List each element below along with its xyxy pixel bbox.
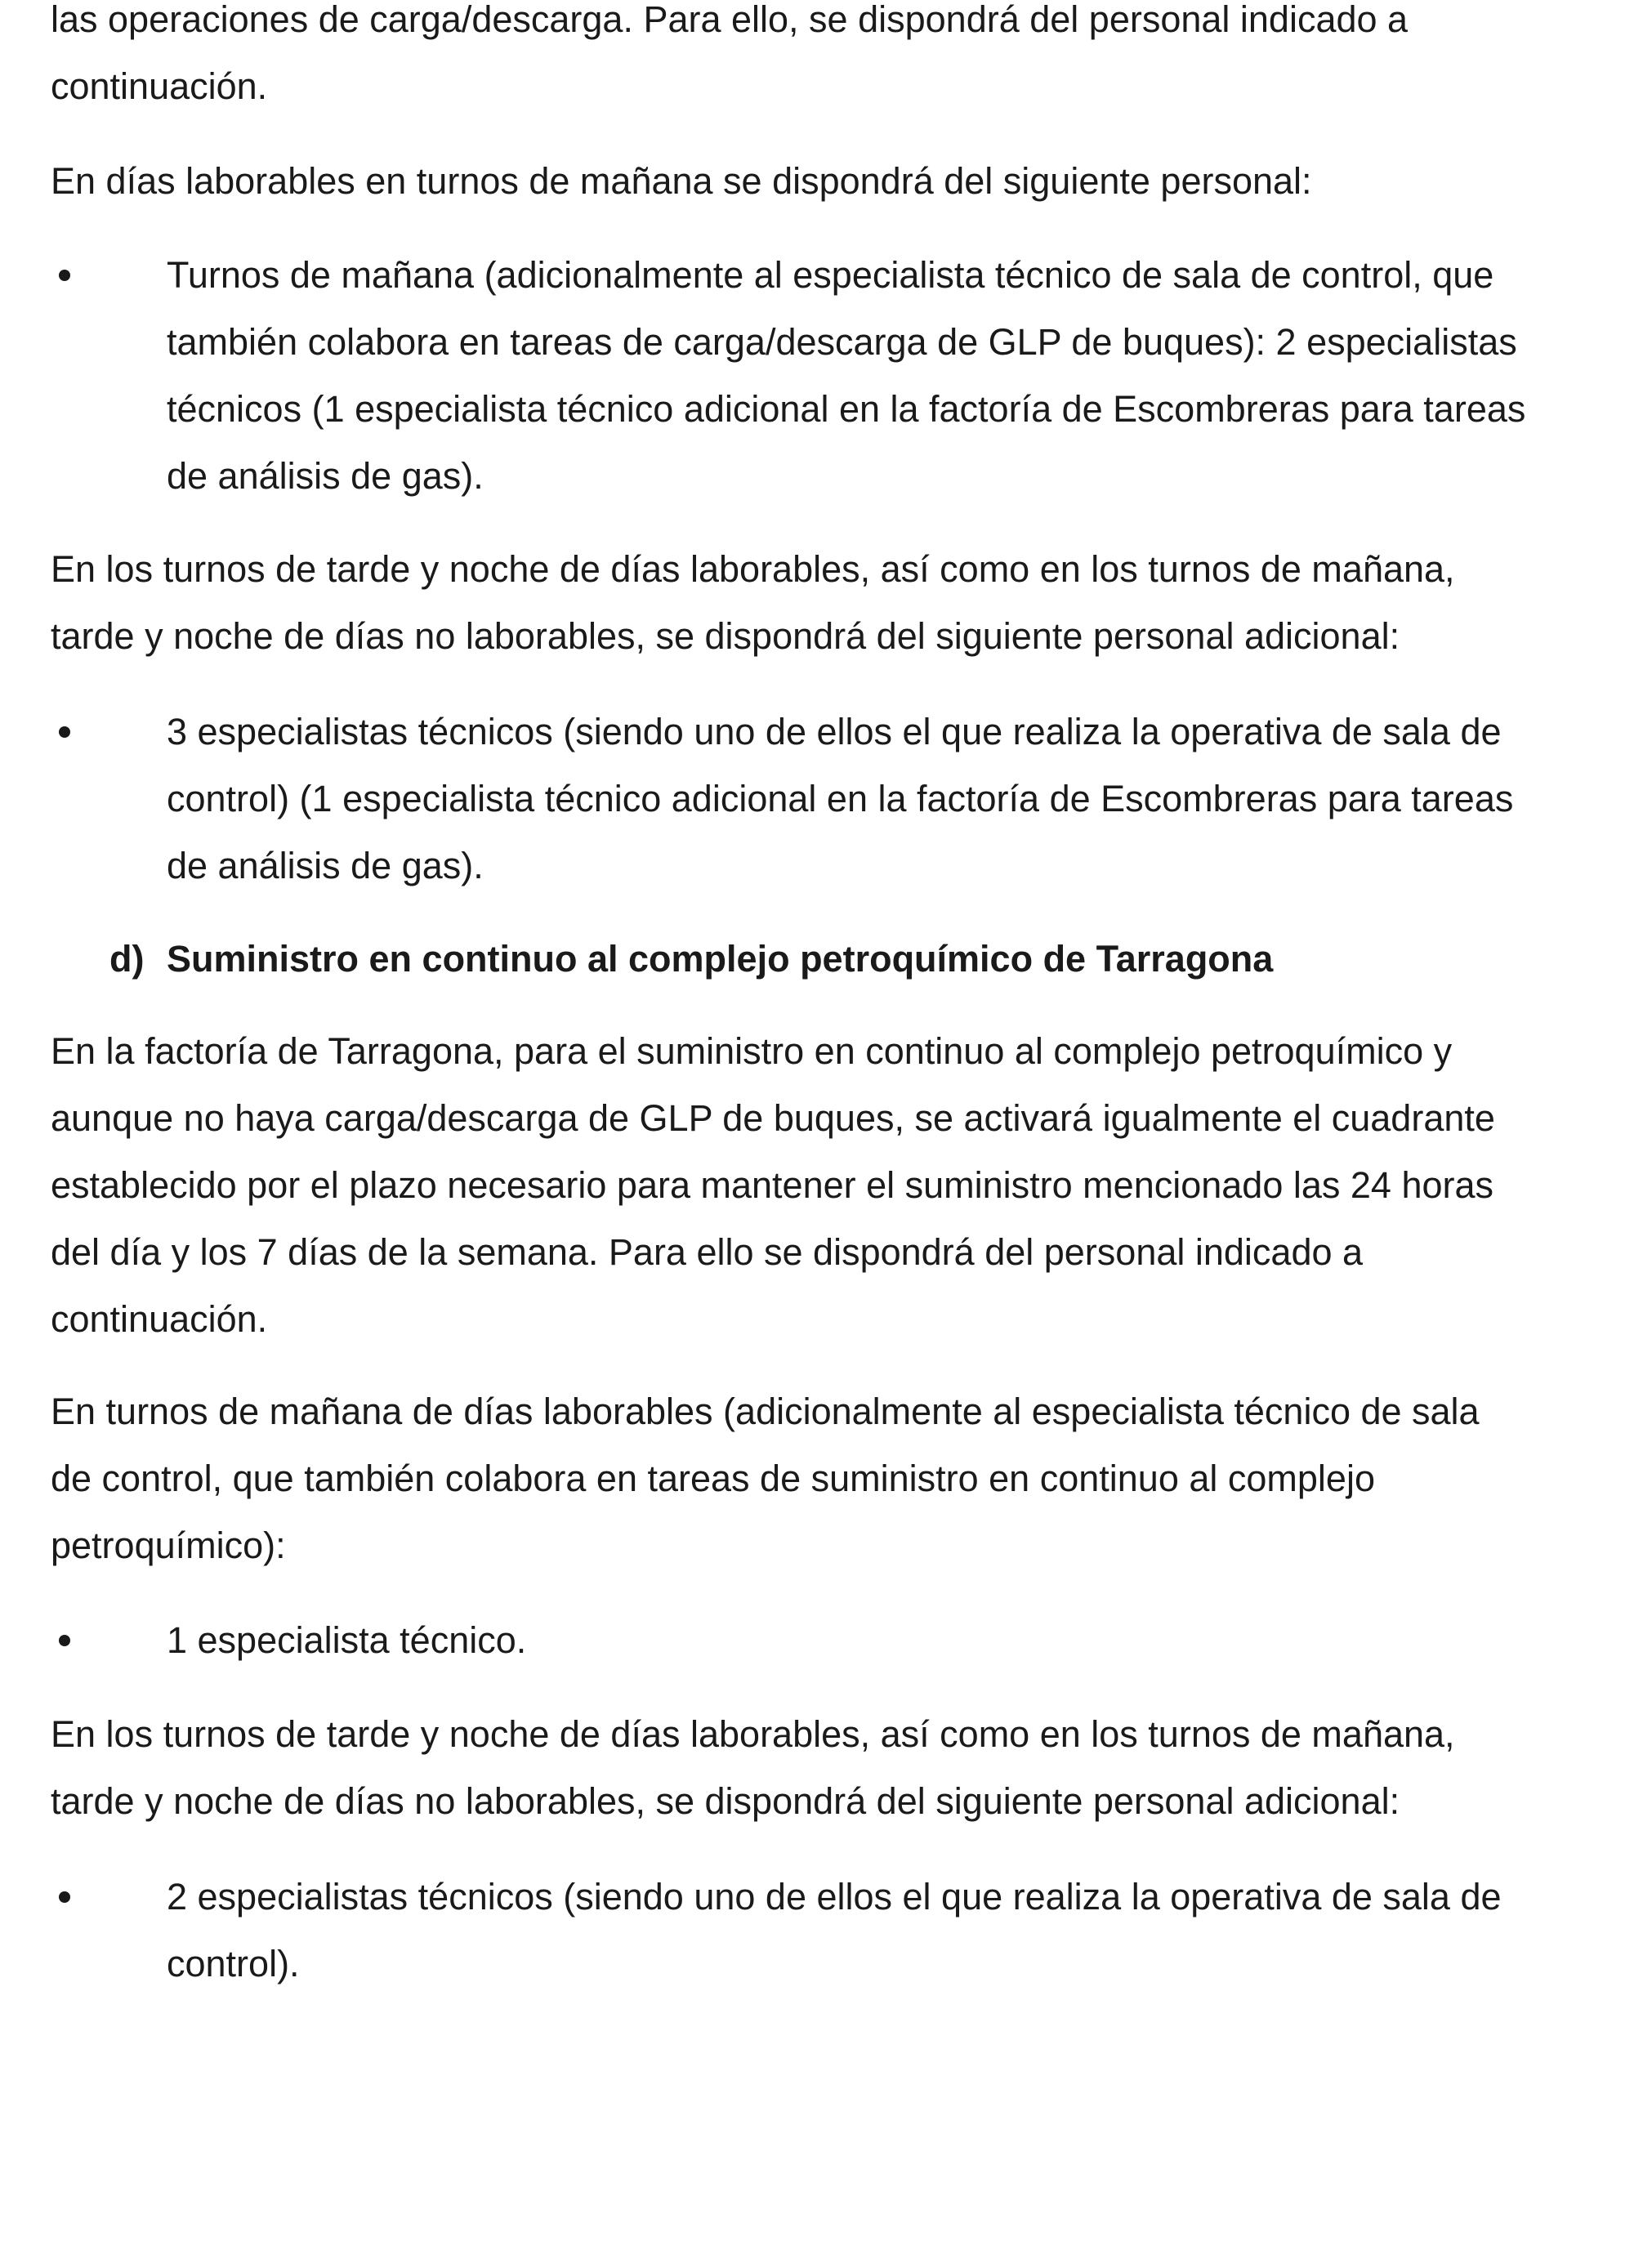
paragraph-factoria-tarragona [51, 1018, 1495, 1353]
text-line: En los turnos de tarde y noche de días laborables, así como en los turnos de mañana, [51, 1713, 1455, 1755]
section-letter: d) [109, 938, 145, 980]
bullet-icon [59, 1891, 70, 1903]
text-line: En los turnos de tarde y noche de días laborables, así como en los turnos de mañana, [51, 548, 1455, 590]
text-line: aunque no haya carga/descarga de GLP de buques, se activará igualmente el cuadrante [51, 1097, 1495, 1139]
text-line: de análisis de gas). [167, 455, 484, 497]
text-line: también colabora en tareas de carga/descarga de GLP de buques): 2 especialistas [167, 321, 1517, 363]
paragraph-turnos-manana [51, 1378, 1480, 1579]
list-item-text [167, 1864, 1502, 1998]
paragraph-turnos-tarde-noche [51, 536, 1455, 670]
text-line: establecido por el plazo necesario para mantener el suministro mencionado las 24 horas [51, 1164, 1494, 1206]
text-line: 1 especialista técnico. [167, 1619, 527, 1661]
list-item-text [167, 699, 1513, 900]
text-line: técnicos (1 especialista técnico adicional en la factoría de Escombreras para tareas [167, 388, 1526, 430]
text-line: En días laborables en turnos de mañana se dispondrá del siguiente personal: [51, 160, 1312, 202]
text-line: En turnos de mañana de días laborables (adicionalmente al especialista técnico de sala [51, 1391, 1480, 1432]
text-line: En la factoría de Tarragona, para el suministro en continuo al complejo petroquímico y [51, 1030, 1453, 1072]
text-line: las operaciones de carga/descarga. Para ello, se dispondrá del personal indicado a [51, 0, 1409, 40]
text-line: continuación. [51, 65, 268, 107]
text-line: continuación. [51, 1298, 268, 1340]
text-line: 2 especialistas técnicos (siendo uno de ellos el que realiza la operativa de sala de [167, 1876, 1502, 1918]
list-item-text [167, 242, 1525, 510]
text-line: de análisis de gas). [167, 845, 484, 886]
paragraph-carga-descarga [51, 0, 1408, 120]
section-title: Suministro en continuo al complejo petroquímico de Tarragona [167, 938, 1274, 980]
text-line: Turnos de mañana (adicionalmente al especialista técnico de sala de control, que [167, 254, 1494, 296]
text-line: 3 especialistas técnicos (siendo uno de ellos el que realiza la operativa de sala de [167, 711, 1502, 752]
bullet-icon [59, 1635, 70, 1646]
text-line: petroquímico): [51, 1525, 286, 1566]
bullet-icon [59, 726, 70, 738]
list-item-text [167, 1607, 526, 1674]
bullet-icon [59, 270, 70, 281]
paragraph-turnos-tarde-noche-2 [51, 1701, 1455, 1835]
text-line: control) (1 especialista técnico adicional en la factoría de Escombreras para tareas [167, 778, 1514, 819]
paragraph-dias-laborables [51, 148, 1312, 215]
text-line: tarde y noche de días no laborables, se dispondrá del siguiente personal adicional: [51, 1780, 1400, 1822]
text-line: control). [167, 1943, 300, 1984]
text-line: del día y los 7 días de la semana. Para ello se dispondrá del personal indicado a [51, 1231, 1364, 1273]
section-heading [109, 926, 1273, 993]
text-line: tarde y noche de días no laborables, se dispondrá del siguiente personal adicional: [51, 615, 1400, 657]
text-line: de control, que también colabora en tareas de suministro en continuo al complejo [51, 1458, 1375, 1499]
